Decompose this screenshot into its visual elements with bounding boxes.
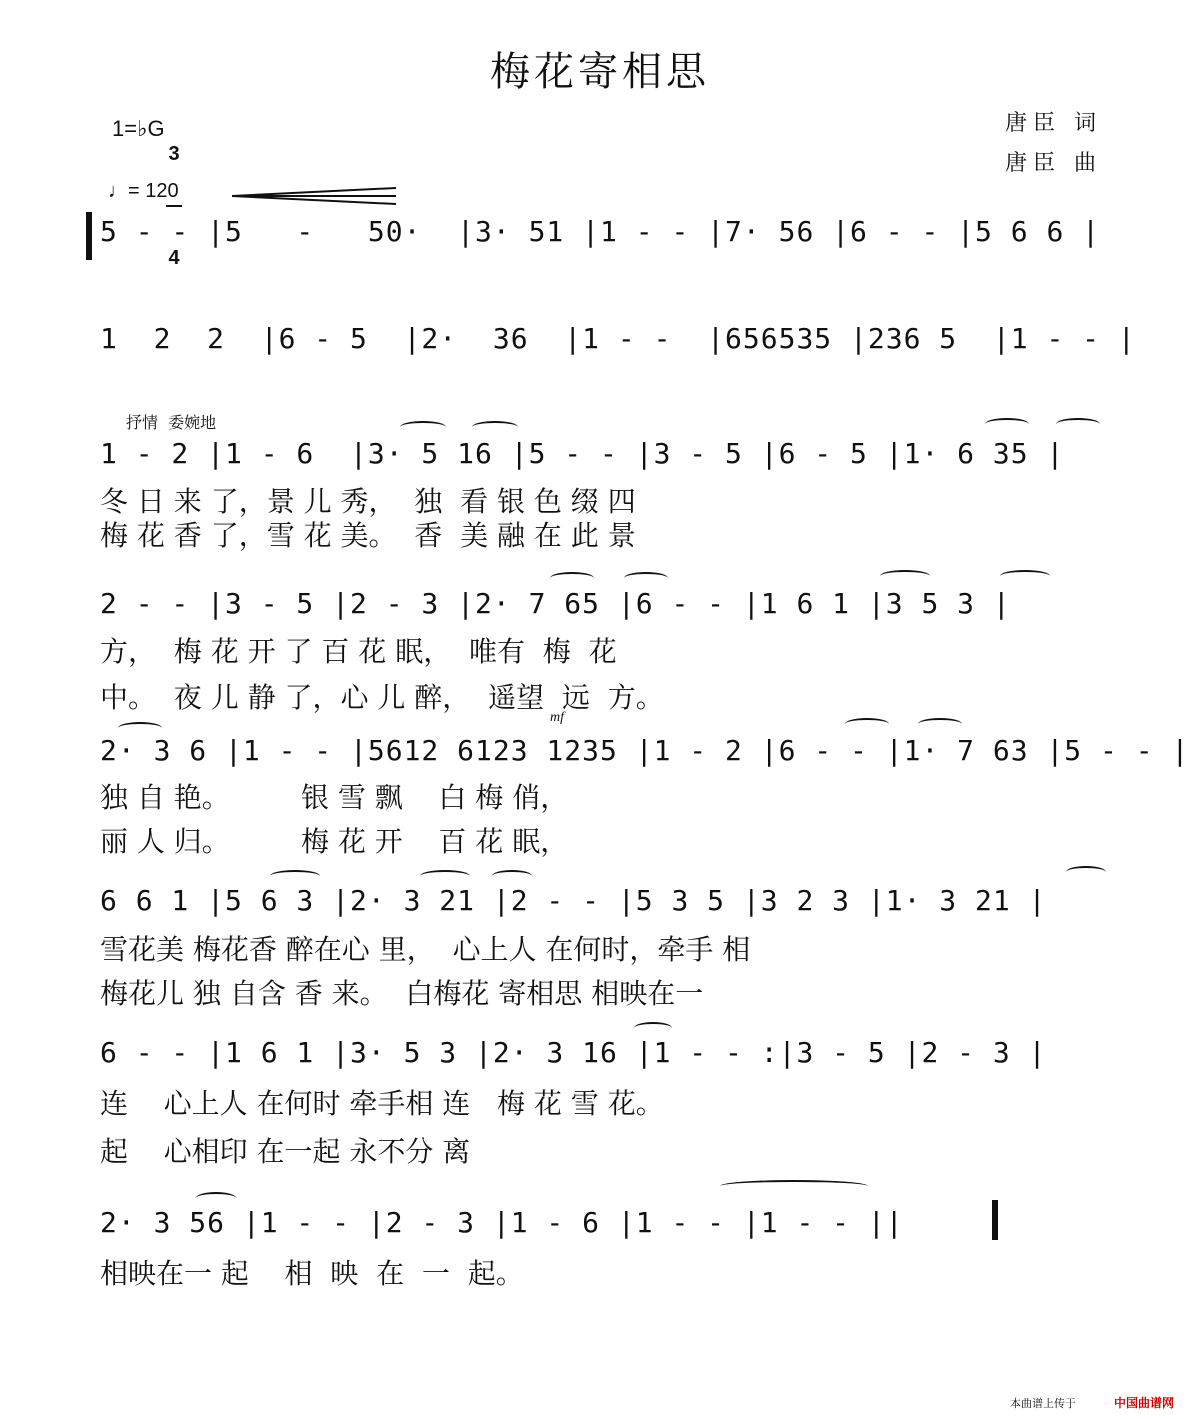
slur bbox=[918, 718, 962, 730]
notes-system-1: 5 - - |5 - 50· |3· 51 |1 - - |7· 56 |6 - - |5 6 6 | bbox=[100, 215, 1101, 248]
slur bbox=[1066, 866, 1106, 878]
lyrics-system-4-verse-2: 中。 夜 儿 静 了，心 儿 醉， 遥望 远 方。 bbox=[100, 681, 664, 714]
lyrics-system-7-verse-2: 起 心相印 在一起 永不分 离 bbox=[100, 1135, 471, 1168]
slur bbox=[420, 870, 470, 882]
slur bbox=[1056, 418, 1100, 430]
tempo-marking: ♩= 120 bbox=[108, 180, 179, 202]
notes-system-2: 1 2 2 |6 - 5 |2· 36 |1 - - |656535 |236 5 |1 - - | bbox=[100, 322, 1136, 355]
slur bbox=[624, 572, 668, 584]
notes-system-5: 2· 3 6 |1 - - |5612 6123 1235 |1 - 2 |6 - - |1· 7 63 |5 - - | bbox=[100, 734, 1190, 767]
lyrics-system-3-verse-1: 冬 日 来 了，景 儿 秀， 独 看 银 色 缀 四 bbox=[100, 485, 636, 518]
lyricist-credit: 唐臣 词 bbox=[1005, 111, 1102, 136]
slur bbox=[845, 718, 889, 730]
key-signature: 1=♭G bbox=[112, 116, 165, 141]
slur bbox=[985, 418, 1029, 430]
slur bbox=[1000, 570, 1050, 582]
notes-system-4: 2 - - |3 - 5 |2 - 3 |2· 7 65 |6 - - |1 6 1 |3 5 3 | bbox=[100, 587, 1011, 620]
notes-system-6: 6 6 1 |5 6 3 |2· 3 21 |2 - - |5 3 5 |3 2 3 |1· 3 21 | bbox=[100, 884, 1047, 917]
lyrics-system-6-verse-1: 雪花美 梅花香 醉在心 里， 心上人 在何时，牵手 相 bbox=[100, 933, 751, 966]
lyrics-system-6-verse-2: 梅花儿 独 自含 香 来。 白梅花 寄相思 相映在一 bbox=[100, 977, 704, 1010]
expression-marking: 抒情 委婉地 bbox=[126, 413, 217, 432]
lyrics-system-5-verse-1: 独 自 艳。 银 雪 飘 白 梅 俏， bbox=[100, 781, 569, 814]
slur bbox=[472, 421, 518, 433]
repeat-start-barline bbox=[86, 212, 92, 260]
notes-system-3: 1 - 2 |1 - 6 |3· 5 16 |5 - - |3 - 5 |6 - 5 |1· 6 35 | bbox=[100, 437, 1065, 470]
final-barline bbox=[992, 1200, 998, 1240]
lyrics-system-3-verse-2: 梅 花 香 了，雪 花 美。 香 美 融 在 此 景 bbox=[100, 519, 636, 552]
slur bbox=[550, 572, 594, 584]
composer-credit: 唐臣 曲 bbox=[1005, 151, 1102, 176]
footer-upload-note: 本曲谱上传于 bbox=[1010, 1397, 1076, 1410]
footer-site-logo[interactable]: 中国曲谱网 bbox=[1114, 1396, 1175, 1410]
slur bbox=[400, 421, 446, 433]
slur bbox=[880, 570, 930, 582]
dynamic-marking: mf bbox=[550, 710, 564, 725]
tie bbox=[720, 1180, 868, 1192]
slur bbox=[196, 1192, 236, 1204]
time-signature-bottom: 4 bbox=[168, 247, 180, 269]
crescendo-hairpin bbox=[230, 186, 400, 206]
fraction-line bbox=[166, 205, 182, 207]
song-title: 梅花寄相思 bbox=[490, 49, 710, 95]
lyrics-system-4-verse-1: 方， 梅 花 开 了 百 花 眠， 唯有 梅 花 bbox=[100, 635, 617, 668]
lyrics-system-8-verse-1: 相映在一 起 相 映 在 一 起。 bbox=[100, 1257, 524, 1290]
lyrics-system-7-verse-1: 连 心上人 在何时 牵手相 连 梅 花 雪 花。 bbox=[100, 1087, 664, 1120]
slur bbox=[634, 1022, 672, 1034]
notes-system-7: 6 - - |1 6 1 |3· 5 3 |2· 3 16 |1 - - :|3 - 5 |2 - 3 | bbox=[100, 1036, 1047, 1069]
time-signature-top: 3 bbox=[168, 143, 180, 165]
notes-system-8: 2· 3 56 |1 - - |2 - 3 |1 - 6 |1 - - |1 - - || bbox=[100, 1206, 904, 1239]
slur bbox=[118, 722, 162, 734]
lyrics-system-5-verse-2: 丽 人 归。 梅 花 开 百 花 眠， bbox=[100, 825, 569, 858]
slur bbox=[270, 870, 320, 882]
slur bbox=[492, 870, 532, 882]
